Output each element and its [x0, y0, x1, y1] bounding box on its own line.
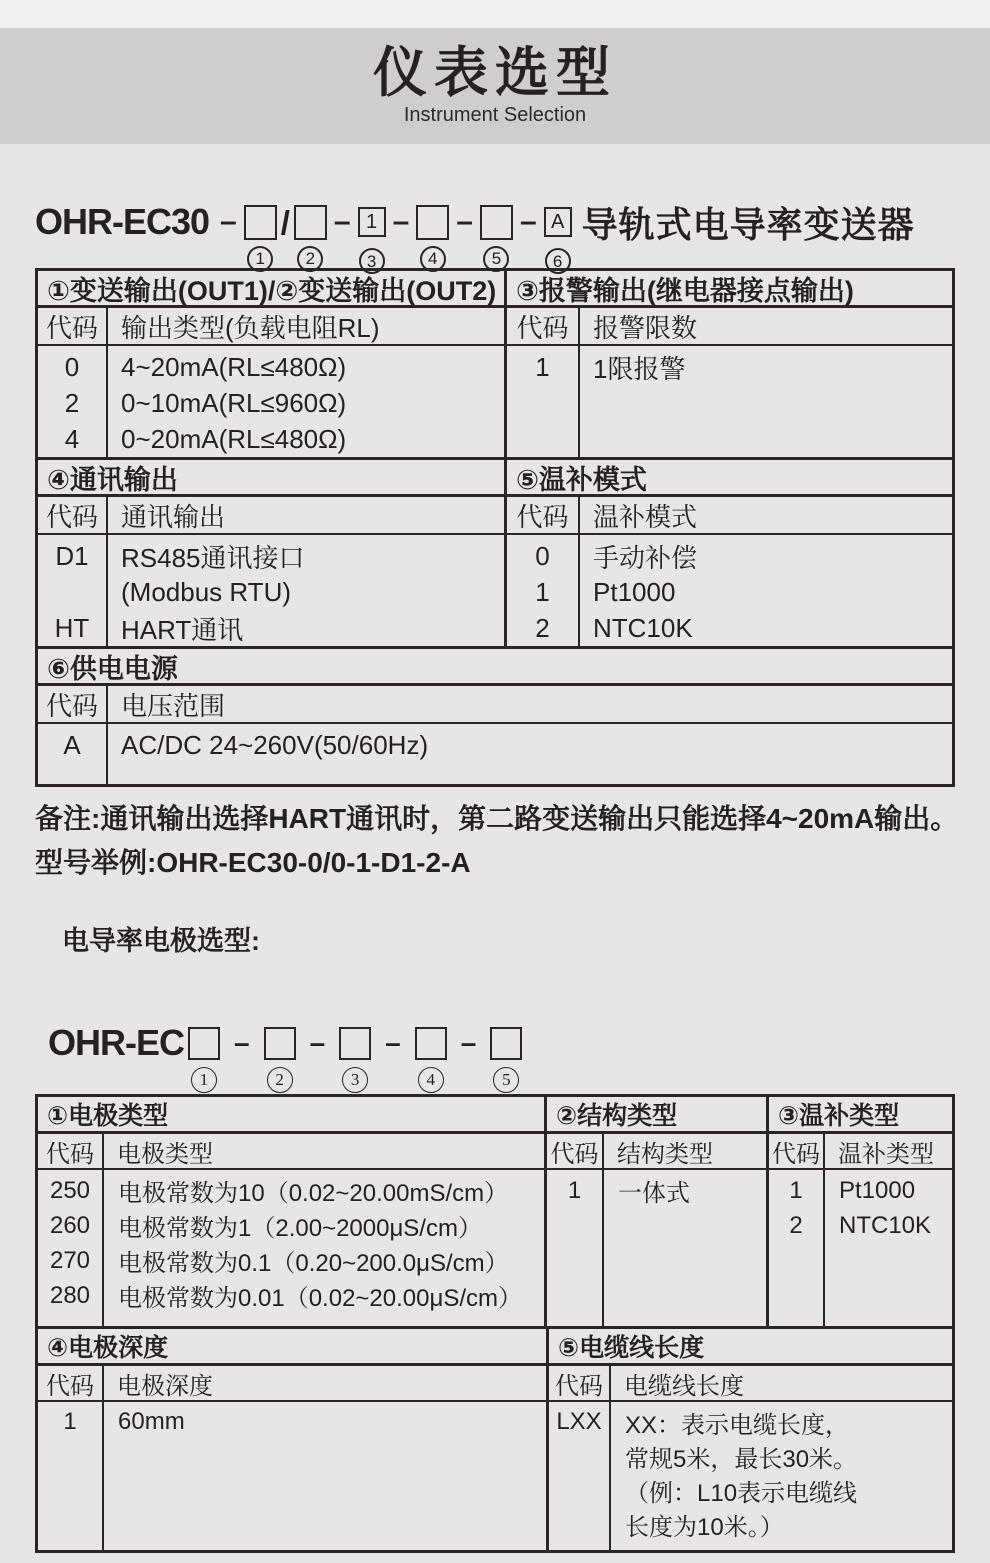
value-cell: (Modbus RTU)	[121, 576, 292, 607]
value-column	[104, 1170, 544, 1326]
section-title: ②结构类型	[547, 1097, 766, 1134]
value-cell: Pt1000	[839, 1176, 916, 1204]
value-column-header: 温补类型	[838, 1140, 934, 1168]
section-title: ④通讯输出	[38, 460, 504, 497]
value-cell: 电极常数为10（0.02~20.00mS/cm）	[118, 1180, 509, 1207]
value-cell: AC/DC 24~260V(50/60Hz)	[121, 729, 429, 760]
data-area	[547, 1170, 766, 1326]
model-box-3	[339, 1027, 371, 1060]
code-cell: LXX	[556, 1408, 602, 1435]
value-cell: 长度为10米。）	[625, 1513, 784, 1541]
marker-4: 4	[420, 246, 446, 272]
model-box-3-wrap	[339, 1027, 371, 1089]
model-box-2	[264, 1027, 296, 1060]
code-column	[38, 535, 108, 646]
value-cell: 手动补偿	[593, 542, 698, 573]
value-column	[825, 1170, 952, 1326]
model-box-5	[480, 205, 513, 240]
code-column-header: 代码	[38, 1134, 104, 1168]
transmitter-selection-table	[35, 268, 955, 787]
value-cell: 电极常数为0.01（0.02~20.00μS/cm）	[118, 1285, 522, 1312]
code-cell: 1	[789, 1176, 803, 1204]
section-title: ③温补类型	[769, 1097, 952, 1134]
slash-separator: /	[280, 203, 290, 241]
data-area	[507, 346, 952, 457]
page-subtitle: Instrument Selection	[403, 103, 587, 126]
value-column	[580, 346, 952, 457]
section-depth-cable	[38, 1329, 952, 1550]
code-cell: 4	[64, 423, 80, 454]
marker-2: 2	[297, 246, 323, 272]
value-column-header: 通讯输出	[121, 501, 226, 532]
code-cell: 1	[535, 351, 550, 382]
code-column	[507, 346, 580, 457]
dash-separator: –	[385, 1027, 401, 1058]
column-header-row	[38, 1134, 544, 1170]
model-box-1-wrap	[188, 1027, 220, 1089]
marker-3: 3	[359, 248, 385, 274]
value-column	[604, 1170, 766, 1326]
pane-comm-output	[38, 460, 504, 646]
note-remark: 备注:通讯输出选择HART通讯时，第二路变送输出只能选择4~20mA输出。	[35, 803, 959, 834]
section-comm-tempcomp	[38, 460, 952, 649]
code-cell: A	[63, 729, 81, 760]
value-column-header: 输出类型(负载电阻RL)	[121, 312, 380, 343]
model-box-4	[415, 1027, 447, 1060]
model-prefix: OHR-EC30	[35, 201, 210, 242]
code-column-header: 代码	[38, 686, 108, 722]
code-column	[38, 724, 108, 784]
section-output-alarm	[38, 271, 952, 460]
section-title: ③报警输出(继电器接点输出)	[507, 271, 952, 308]
model-box-1	[188, 1027, 220, 1060]
notes-block	[35, 797, 959, 885]
model-box-4-wrap	[415, 1027, 447, 1089]
value-column-header: 电压范围	[121, 690, 226, 721]
model-box-2	[294, 205, 327, 240]
value-cell: NTC10K	[839, 1211, 932, 1239]
data-area	[38, 346, 504, 457]
section-electrode-structure-tempcomp	[38, 1097, 952, 1329]
value-cell: Pt1000	[593, 576, 676, 607]
model-box-4	[416, 205, 449, 240]
column-header-row	[547, 1134, 766, 1170]
model-box-1-wrap	[244, 205, 277, 268]
code-cell: 2	[789, 1211, 803, 1239]
model-box-5-wrap	[490, 1027, 522, 1089]
code-column-header: 代码	[38, 308, 108, 344]
pane-electrode-type	[38, 1097, 544, 1326]
code-column	[38, 346, 108, 457]
electrode-selection-heading: 电导率电极选型:	[62, 926, 260, 956]
model-prefix: OHR-EC	[48, 1022, 184, 1063]
dash-separator: –	[309, 1027, 326, 1058]
electrode-model-code-diagram	[48, 1004, 990, 1089]
value-column	[108, 535, 504, 646]
value-column	[580, 535, 952, 646]
code-column	[507, 535, 580, 646]
section-power-supply	[38, 649, 952, 784]
electrode-selection-table	[35, 1094, 955, 1553]
value-column-header: 报警限数	[593, 312, 698, 343]
column-header-row	[38, 1366, 546, 1402]
dash-separator: –	[220, 205, 237, 238]
value-cell: 常规5米，最长30米。	[625, 1445, 858, 1473]
marker-1: 1	[191, 1067, 217, 1093]
value-cell: 0~20mA(RL≤480Ω)	[121, 423, 347, 454]
code-cell: 2	[535, 612, 550, 643]
column-header-row	[549, 1366, 952, 1402]
section-title: ⑤电缆线长度	[549, 1329, 952, 1366]
code-column-header: 代码	[547, 1134, 604, 1168]
code-column-header: 代码	[769, 1134, 825, 1168]
model-box-5-wrap	[480, 205, 513, 268]
marker-4: 4	[418, 1067, 444, 1093]
column-header-row	[38, 686, 952, 724]
top-margin-strip	[0, 0, 990, 28]
value-cell: 电极常数为0.1（0.20~200.0μS/cm）	[118, 1250, 509, 1277]
pane-transmit-output	[38, 271, 504, 457]
model-box-6-wrap	[544, 207, 572, 271]
column-header-row	[38, 497, 504, 535]
code-column	[549, 1402, 611, 1550]
model-box-2-wrap	[264, 1027, 296, 1089]
pane-power-supply	[38, 649, 952, 784]
code-column	[38, 1402, 104, 1550]
code-column	[769, 1170, 825, 1326]
page-title: 仪表选型	[373, 43, 617, 104]
column-header-row	[507, 497, 952, 535]
value-cell: （例：L10表示电缆线	[625, 1479, 858, 1507]
value-cell: HART通讯	[121, 614, 244, 645]
marker-6: 6	[545, 248, 571, 274]
model-box-6: A	[544, 207, 572, 237]
dash-separator: –	[456, 205, 473, 238]
value-cell: 1限报警	[593, 353, 686, 384]
model-box-3-wrap	[358, 207, 386, 271]
code-cell: D1	[55, 540, 89, 571]
code-cell: 270	[49, 1246, 91, 1274]
model-box-5	[490, 1027, 522, 1060]
pane-structure-type	[544, 1097, 766, 1326]
value-column-header: 结构类型	[617, 1140, 713, 1168]
section-title: ①变送输出(OUT1)/②变送输出(OUT2)	[38, 271, 504, 308]
pane-tempcomp-mode	[504, 460, 952, 646]
dash-separator: –	[519, 205, 537, 238]
dash-separator: –	[392, 205, 410, 238]
model-box-2-wrap	[294, 205, 327, 268]
code-cell: 280	[49, 1281, 91, 1309]
value-cell: XX：表示电缆长度，	[625, 1411, 850, 1439]
data-area	[38, 724, 952, 784]
code-cell: 0	[64, 351, 80, 382]
value-cell: 60mm	[118, 1408, 185, 1435]
model-box-1	[244, 205, 277, 240]
data-area	[769, 1170, 952, 1326]
section-title: ⑤温补模式	[507, 460, 952, 497]
model-box-3: 1	[358, 207, 386, 237]
model-suffix: 导轨式电导率变送器	[581, 203, 915, 245]
column-header-row	[507, 308, 952, 346]
model-box-4-wrap	[416, 205, 449, 268]
code-column	[547, 1170, 604, 1326]
code-cell: 1	[63, 1408, 77, 1435]
code-cell: 250	[49, 1176, 91, 1204]
dash-separator: –	[234, 1027, 250, 1058]
pane-cable-length	[546, 1329, 952, 1550]
marker-5: 5	[483, 246, 509, 272]
dash-separator: –	[460, 1027, 477, 1058]
value-cell: 一体式	[618, 1180, 690, 1207]
code-cell: 2	[64, 387, 80, 418]
dash-separator: –	[333, 205, 351, 238]
marker-2: 2	[267, 1067, 293, 1093]
code-column-header: 代码	[38, 1366, 104, 1400]
data-area	[549, 1402, 952, 1550]
value-cell: RS485通讯接口	[121, 542, 305, 573]
value-column-header: 电极类型	[117, 1140, 213, 1168]
value-column	[611, 1402, 952, 1550]
data-area	[38, 535, 504, 646]
value-cell: 0~10mA(RL≤960Ω)	[121, 387, 347, 418]
value-column	[108, 724, 952, 784]
section-title: ④电极深度	[38, 1329, 546, 1366]
transmitter-model-code-diagram	[35, 186, 990, 271]
value-column-header: 温补模式	[593, 501, 698, 532]
section-title: ①电极类型	[38, 1097, 544, 1134]
code-cell: HT	[54, 612, 90, 643]
code-column-header: 代码	[38, 497, 108, 533]
code-cell: 260	[49, 1211, 91, 1239]
marker-3: 3	[342, 1067, 368, 1093]
data-area	[38, 1402, 546, 1550]
code-column-header: 代码	[507, 308, 580, 344]
code-cell: 1	[535, 576, 550, 607]
code-column	[38, 1170, 104, 1326]
code-cell: 0	[535, 540, 550, 571]
value-cell: 4~20mA(RL≤480Ω)	[121, 351, 347, 382]
value-cell: NTC10K	[593, 612, 693, 643]
column-header-row	[38, 308, 504, 346]
code-column-header: 代码	[549, 1366, 611, 1400]
marker-5: 5	[493, 1067, 519, 1093]
pane-electrode-depth	[38, 1329, 546, 1550]
note-model-example: 型号举例:OHR-EC30-0/0-1-D1-2-A	[35, 847, 471, 878]
data-area	[507, 535, 952, 646]
column-header-row	[769, 1134, 952, 1170]
value-column	[104, 1402, 546, 1550]
section-title: ⑥供电电源	[38, 649, 952, 686]
code-cell: 1	[567, 1176, 582, 1204]
pane-tempcomp-type	[766, 1097, 952, 1326]
code-column-header: 代码	[507, 497, 580, 533]
title-band	[0, 28, 990, 144]
data-area	[38, 1170, 544, 1326]
marker-1: 1	[247, 246, 273, 272]
value-column-header: 电极深度	[117, 1372, 213, 1400]
value-cell: 电极常数为1（2.00~2000μS/cm）	[118, 1215, 482, 1242]
value-column-header: 电缆线长度	[624, 1372, 744, 1400]
value-column	[108, 346, 504, 457]
pane-alarm-output	[504, 271, 952, 457]
